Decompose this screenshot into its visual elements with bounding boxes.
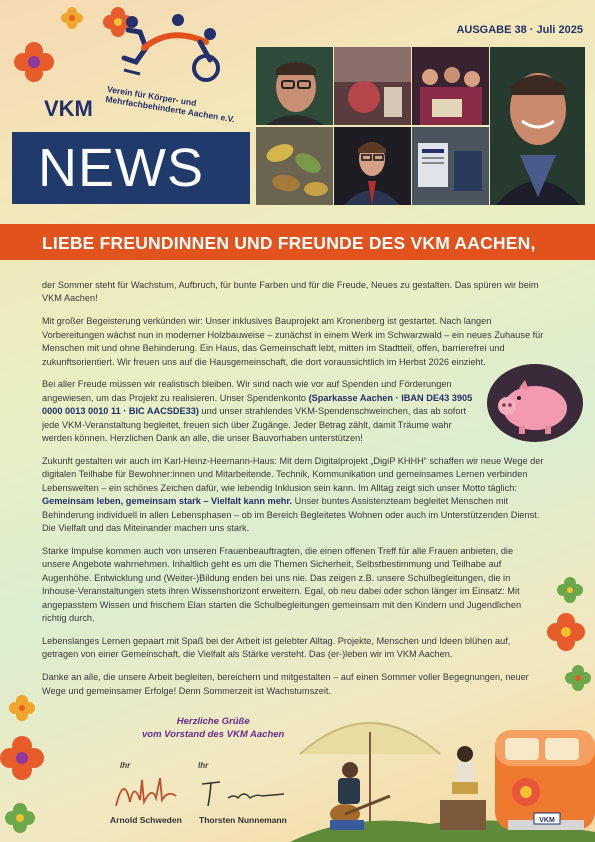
photo-info-stand <box>412 127 489 205</box>
photo-man-glasses <box>256 47 333 125</box>
org-name: Verein für Körper- und Mehrfachbehinderte Aachen e.V. <box>104 84 236 125</box>
paragraph-intro: der Sommer steht für Wachstum, Aufbruch, für bunte Farben und für die Freude, Neues zu gestalten. Das spüren wir beim VKM Aachen! <box>42 280 539 304</box>
masthead-title: NEWS <box>38 138 204 198</box>
issue-label: AUSGABE 38 · Juli 2025 <box>456 24 583 36</box>
brand-wordmark: VKM <box>44 96 93 121</box>
sign-ihr-1: Ihr <box>120 761 131 770</box>
signature-arnold <box>112 772 182 812</box>
photo-leaves-craft <box>256 127 333 205</box>
signer-name-2: Thorsten Nunnemann <box>199 815 287 825</box>
spenden-text-b: und unser strahlendes VKM-Spendenschweinchen, das ab sofort jede VKM-Veranstaltung begleitet, freuen sich über Zugänge. Jeder Betrag zählt, damit Träume wahr werden können. Herzlichen Dank an alle, die unser Bauvorhaben unterstützen! <box>42 406 467 444</box>
photo-group-people <box>412 47 489 125</box>
paragraph-spenden <box>42 378 482 445</box>
spenden-text-a: Bei aller Freude müssen wir realistisch bleiben. Wir sind nach wie vor auf Spenden und Förderungen angewiesen, um das Projekt zu realisieren. Unser Spendenkonto <box>42 379 452 403</box>
paragraph-digitalprojekt <box>42 455 552 535</box>
sign-ihr-2: Ihr <box>198 761 209 770</box>
photo-smiling-man <box>490 47 585 205</box>
paragraph-lernen: Lebenslanges Lernen gepaart mit Spaß bei der Arbeit ist gelebter Alltag. Projekte, Menschen und Ideen blühen auf, getragen von einer Gemeinschaft, die Vielfalt als Stärke versteht. Das (er-)leben wir im VKM Aachen. <box>42 635 511 660</box>
signature-thorsten <box>198 776 288 812</box>
signoff <box>142 715 284 741</box>
signer-name-1: Arnold Schweden <box>110 815 182 825</box>
digital-text-b: Unser buntes Assistenzteam begleitet Menschen mit Behinderung individuell in allen Lebensphasen – ob im Bereich Begleitetes Wohnen oder auch im Unterstützenden Dienst. Die Vielfalt und das Miteinander machen uns stark. <box>42 496 540 533</box>
paragraph-frauen: Starke Impulse kommen auch von unseren Frauenbeauftragten, die einen offenen Treff für alle Frauen anbieten, die unsere Angebote wahrnehmen. Inhaltlich geht es um die Themen Sicherheit, Selbstbestimmung und Teilhabe auf Augenhöhe. Entwicklung und (Weiter-)Bildung enden bei uns nie. Das zeigen z.B. unsere Schulbegleitungen, die in Inhouse-Veranstaltungen stets ihren Wissenshorizont erweitern. Egal, ob neu dabei oder schon länger im Einsatz: Mit angepasstem Wissen und frischem Elan starten die Schulbegleitungen gemeinsam mit den Kindern und Jugendlichen richtig durch. <box>42 545 522 623</box>
flower-decoration-bottom-left <box>0 690 70 842</box>
photo-event-outdoor <box>334 47 411 125</box>
digital-text-a: Zukunft gestalten wir auch im Karl-Heinz-Heemann-Haus: Mit dem Digitalprojekt „DigiP KHHH“ schaffen wir neue Wege der digitalen Teilhabe für Bewohner:innen und Mitarbeitende. Technik, Kommunikation und gemeinsames Lernen verbinden Lebenswelten – ein schönes Zeichen dafür, wie lebendig Inklusion sein kann. Im Alltag zeigt sich unser Motto täglich: <box>42 455 544 493</box>
motto-text: Gemeinsam leben, gemeinsam stark – Vielfalt kann mehr. <box>42 496 293 507</box>
paragraph-danke: Danke an alle, die unsere Arbeit begleiten, bereichern und mitgestalten – auf einen Sommer voller Begegnungen, neuer Wege und gemeinsamer Erfolge! Denn Sommerzeit ist Wachstumszeit. <box>42 672 529 696</box>
paragraph-bauprojekt: Mit großer Begeisterung verkünden wir: Unser inklusives Bauprojekt am Kronenberg ist gestartet. Nach langen Vorbereitungen wächst nun in moderner Holzbauweise – zunächst in einem Werk im Schwarzwald – ein neues Zuhause für Menschen mit und ohne Behinderung. Ein Haus, das Gemeinschaft lebt, mitten im Stadtteil, offen, barrierefrei und zukunftsorientiert. Wir freuen uns auf die Hausgemeinschaft, die dort voraussichtlich im Herbst 2026 einzieht. <box>42 316 544 367</box>
greeting-title: LIEBE FREUNDINNEN UND FREUNDE DES VKM AACHEN, <box>42 233 536 253</box>
bank-details: (Sparkasse Aachen · IBAN DE43 3905 0000 0013 0010 11 · BIC AACSDE33) <box>42 392 473 417</box>
summer-illustration <box>290 692 595 842</box>
vkm-logo-figures <box>110 12 230 90</box>
signoff-line2: vom Vorstand des VKM Aachen <box>142 729 285 740</box>
letter-body <box>42 279 552 707</box>
photo-man-suit <box>334 127 411 205</box>
signoff-line1: Herzliche Grüße <box>176 716 250 727</box>
van-badge: VKM <box>539 817 555 824</box>
